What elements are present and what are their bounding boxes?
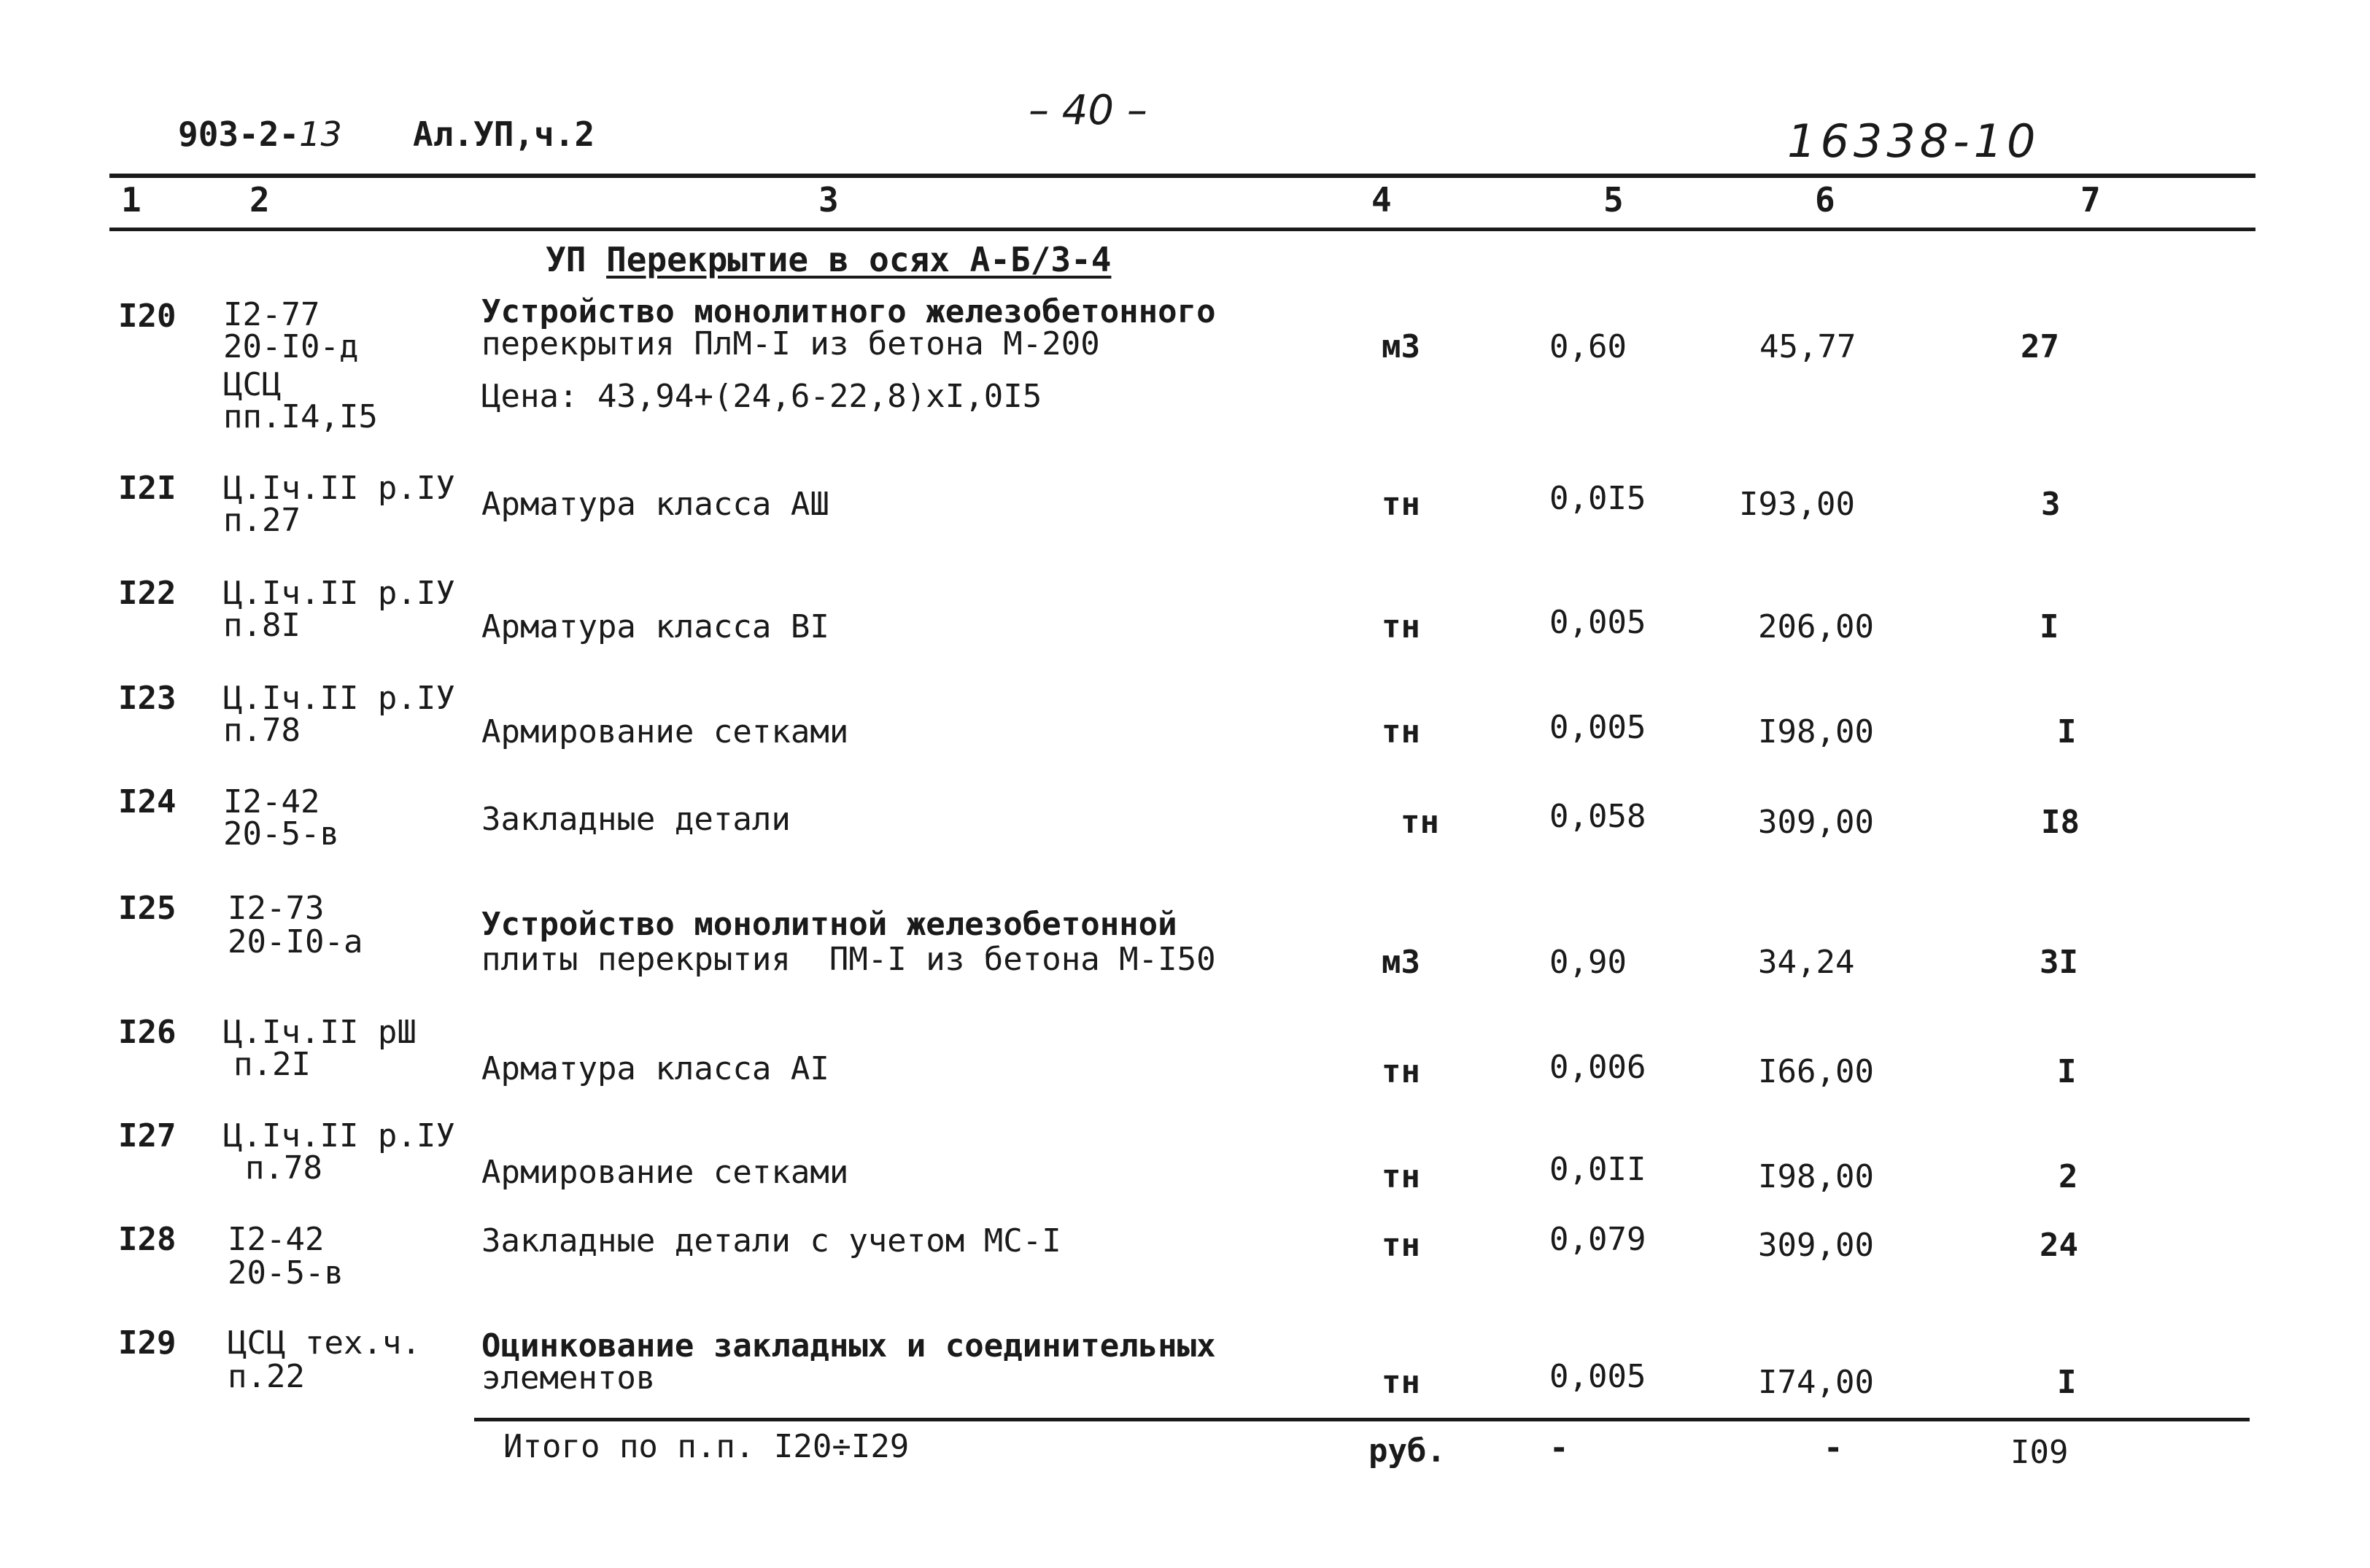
row-unit: м3 (1382, 328, 1420, 365)
total-rule (474, 1418, 2250, 1421)
row-total: 3 (2041, 486, 2061, 523)
row-ref-line: ЦСЦ тех.ч. (228, 1324, 421, 1362)
row-unit-price: I98,00 (1758, 1158, 1874, 1195)
row-total: I (2057, 713, 2077, 750)
row-description-line: плиты перекрытия ПМ-I из бетона М-I50 (481, 941, 1216, 978)
row-total: 3I (2040, 944, 2078, 981)
row-unit: тн (1382, 1053, 1420, 1090)
row-unit: тн (1382, 486, 1420, 523)
row-description-line: Армирование сетками (481, 1154, 849, 1191)
row-description-line: Закладные детали (481, 801, 791, 838)
column-header-4: 4 (1371, 180, 1392, 220)
row-ref-line: п.78 (245, 1149, 322, 1187)
column-header-1: 1 (121, 180, 142, 220)
row-ref-line: Ц.Iч.II р.IУ (223, 575, 455, 612)
row-quantity: 0,079 (1549, 1221, 1646, 1258)
row-total: I (2057, 1364, 2077, 1401)
row-quantity: 0,005 (1549, 1358, 1646, 1395)
row-unit-price: 34,24 (1758, 944, 1855, 981)
row-ref-line: 20-I0-д (223, 328, 359, 365)
row-price-note: Цена: 43,94+(24,6-22,8)xI,0I5 (481, 378, 1042, 415)
row-ref-line: ЦСЦ (223, 366, 282, 403)
section-title-text: Перекрытие в осях А-Б/3-4 (606, 240, 1112, 279)
row-ref-line: 20-5-в (228, 1254, 344, 1292)
doc-code-prefix: 903-2- (178, 115, 300, 154)
row-quantity: 0,006 (1549, 1049, 1646, 1086)
row-number: I26 (118, 1014, 177, 1051)
row-total: 2 (2059, 1158, 2078, 1195)
header-bottom-rule (109, 228, 2255, 231)
row-quantity: 0,0I5 (1549, 480, 1646, 517)
row-total: 24 (2040, 1227, 2078, 1264)
column-header-2: 2 (249, 180, 270, 220)
row-unit-price: I74,00 (1758, 1364, 1874, 1401)
total-quantity: - (1549, 1429, 1569, 1467)
row-quantity: 0,60 (1549, 328, 1627, 365)
row-ref-line: I2-73 (228, 890, 325, 927)
row-number: I24 (118, 783, 177, 820)
row-ref-line: I2-77 (223, 296, 320, 333)
row-unit-price: 309,00 (1758, 1227, 1874, 1264)
row-unit: тн (1382, 1227, 1420, 1264)
row-total: I (2057, 1053, 2077, 1090)
row-ref-line: I2-42 (223, 783, 320, 820)
row-description-line: перекрытия ПлМ-I из бетона М-200 (481, 325, 1100, 362)
row-quantity: 0,90 (1549, 944, 1627, 981)
row-unit-price: 45,77 (1759, 328, 1856, 365)
registry-number: 16338-10 (1787, 115, 2040, 168)
row-ref-line: п.27 (223, 502, 301, 539)
row-description-line: Устройство монолитной железобетонной (481, 906, 1177, 943)
section-title (546, 242, 1111, 277)
row-ref-line: Ц.Iч.II рШ (223, 1014, 417, 1051)
row-ref-line: Ц.Iч.II р.IУ (223, 470, 455, 507)
column-header-6: 6 (1815, 180, 1835, 220)
row-description-line: Арматура класса АI (481, 1050, 829, 1087)
total-value: I09 (2010, 1434, 2069, 1471)
top-rule (109, 174, 2255, 178)
row-unit-price: I98,00 (1758, 713, 1874, 750)
row-number: I23 (118, 680, 177, 717)
row-unit: тн (1382, 1158, 1420, 1195)
row-description-line: Арматура класса ВI (481, 608, 829, 645)
column-header-7: 7 (2080, 180, 2101, 220)
row-unit: тн (1401, 804, 1439, 841)
row-unit-price: I93,00 (1739, 486, 1855, 523)
row-quantity: 0,005 (1549, 604, 1646, 641)
row-ref-line: Ц.Iч.II р.IУ (223, 1117, 455, 1154)
row-ref-line: п.22 (228, 1358, 305, 1395)
row-description-line: Устройство монолитного железобетонного (481, 293, 1216, 330)
row-quantity: 0,058 (1549, 798, 1646, 835)
total-unit: руб. (1368, 1432, 1446, 1470)
row-ref-line: п.78 (223, 712, 301, 749)
row-unit: тн (1382, 1364, 1420, 1401)
row-total: I8 (2041, 804, 2080, 841)
row-description-line: Оцинкование закладных и соединительных (481, 1327, 1216, 1365)
row-number: I29 (118, 1324, 177, 1362)
doc-code (178, 117, 342, 152)
row-ref-line: I2-42 (228, 1221, 325, 1258)
row-description-line: элементов (481, 1359, 656, 1397)
row-quantity: 0,0II (1549, 1151, 1646, 1188)
row-number: I28 (118, 1221, 177, 1258)
row-ref-line: 20-5-в (223, 815, 339, 853)
row-total: I (2040, 608, 2059, 645)
row-ref-line: п.8I (223, 607, 301, 644)
row-number: I20 (118, 298, 177, 335)
total-label: Итого по п.п. I20÷I29 (503, 1428, 910, 1465)
row-ref-line: Ц.Iч.II р.IУ (223, 680, 455, 717)
row-number: I22 (118, 575, 177, 612)
row-ref-line: п.2I (233, 1046, 311, 1083)
column-header-5: 5 (1603, 180, 1624, 220)
doc-code-handwritten: 13 (299, 115, 342, 154)
row-unit: тн (1382, 713, 1420, 750)
row-number: I27 (118, 1117, 177, 1154)
row-unit: м3 (1382, 944, 1420, 981)
total-unit-price: - (1824, 1429, 1843, 1467)
row-quantity: 0,005 (1549, 709, 1646, 746)
row-unit-price: 206,00 (1758, 608, 1874, 645)
row-number: I2I (118, 470, 177, 507)
row-unit-price: 309,00 (1758, 804, 1874, 841)
row-unit: тн (1382, 608, 1420, 645)
row-description-line: Закладные детали с учетом МС-I (481, 1222, 1061, 1260)
album-label: Ал.УП,ч.2 (413, 115, 595, 154)
row-unit-price: I66,00 (1758, 1053, 1874, 1090)
row-number: I25 (118, 890, 177, 927)
column-header-3: 3 (818, 180, 839, 220)
row-total: 27 (2021, 328, 2059, 365)
section-title-prefix: УП (546, 240, 607, 279)
row-description-line: Армирование сетками (481, 713, 849, 750)
page-number: – 40 – (1029, 87, 1147, 134)
row-ref-line: 20-I0-а (228, 923, 363, 960)
row-ref-line: пп.I4,I5 (223, 398, 378, 435)
row-description-line: Арматура класса АШ (481, 486, 829, 523)
